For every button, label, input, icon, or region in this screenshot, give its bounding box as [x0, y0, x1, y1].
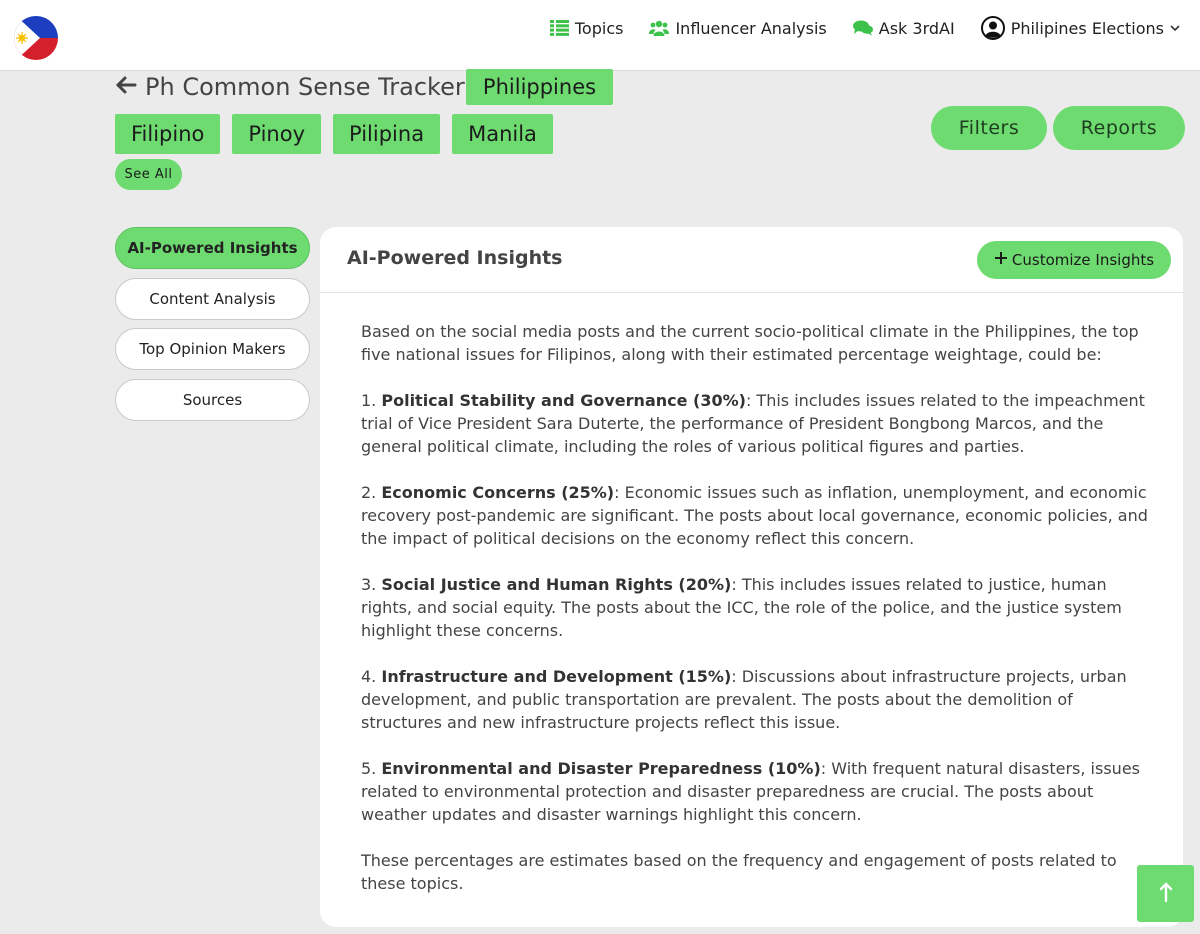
- issue-item: [361, 665, 1151, 734]
- philippines-flag-logo[interactable]: [14, 14, 58, 62]
- customize-insights-button[interactable]: [977, 241, 1171, 279]
- sidebar-item-sources[interactable]: Sources: [115, 379, 310, 421]
- issue-item: [361, 389, 1151, 458]
- issue-text: : With frequent natural disasters, issues related to environmental protection and disaster preparedness are crucial. The posts about weather updates and disaster warnings highlight this concern.: [361, 759, 1140, 824]
- keyword-tag: Manila: [452, 114, 553, 154]
- country-tag: Philippines: [466, 69, 613, 105]
- filters-button[interactable]: Filters: [931, 106, 1047, 150]
- issue-text: : Economic issues such as inflation, unemployment, and economic recovery post-pandemic are significant. The posts about local governance, economic policies, and the impact of political decisions on the economy reflect this concern.: [361, 483, 1148, 548]
- outro-paragraph: These percentages are estimates based on the frequency and engagement of posts related to these topics.: [361, 851, 1117, 893]
- issue-title: Social Justice and Human Rights (20%): [381, 575, 732, 594]
- see-all-button[interactable]: See All: [115, 159, 182, 190]
- insights-card: [320, 227, 1183, 927]
- sidebar-item-ai-insights[interactable]: AI-Powered Insights: [115, 227, 310, 269]
- keyword-tag: Pilipina: [333, 114, 440, 154]
- arrow-up-icon: [1159, 881, 1173, 907]
- sidebar-item-content-analysis[interactable]: Content Analysis: [115, 278, 310, 320]
- users-icon: [649, 20, 669, 36]
- sidebar-item-top-opinion-makers[interactable]: Top Opinion Makers: [115, 328, 310, 370]
- issue-number: 2.: [361, 483, 377, 502]
- account-menu[interactable]: [981, 16, 1180, 40]
- issue-number: 3.: [361, 575, 377, 594]
- intro-paragraph: Based on the social media posts and the current socio-political climate in the Philippines, the top five national issues for Filipinos, along with their estimated percentage weightage, could be:: [361, 322, 1139, 364]
- nav-topics[interactable]: [550, 19, 624, 38]
- issue-item: [361, 573, 1151, 642]
- card-header: [320, 227, 1183, 293]
- nav-ask-label: Ask 3rdAI: [878, 18, 955, 38]
- account-label: Philipines Elections: [1010, 18, 1164, 38]
- issue-title: Environmental and Disaster Preparedness (10%): [381, 759, 821, 778]
- scroll-to-top-button[interactable]: [1137, 865, 1194, 922]
- nav-topics-label: Topics: [574, 18, 624, 38]
- issue-number: 1.: [361, 391, 377, 410]
- issue-title: Economic Concerns (25%): [381, 483, 615, 502]
- issue-item: [361, 481, 1151, 550]
- keyword-tags: [115, 114, 553, 154]
- issue-item: [361, 757, 1151, 826]
- arrow-left-icon[interactable]: [115, 73, 137, 101]
- nav-influencer-analysis[interactable]: [649, 19, 826, 38]
- page-header: [115, 70, 465, 104]
- chat-icon: [853, 20, 873, 36]
- card-title: AI-Powered Insights: [347, 247, 563, 269]
- keyword-tag: Filipino: [115, 114, 220, 154]
- issue-title: Infrastructure and Development (15%): [381, 667, 732, 686]
- issue-title: Political Stability and Governance (30%): [381, 391, 746, 410]
- customize-insights-label: Customize Insights: [1011, 251, 1155, 269]
- issue-text: : This includes issues related to justice, human rights, and social equity. The posts about the ICC, the role of the police, and the justice system highlight these concerns.: [361, 575, 1122, 640]
- page-title: Ph Common Sense Tracker: [145, 73, 465, 101]
- user-circle-icon: [981, 16, 1005, 40]
- issue-number: 5.: [361, 759, 377, 778]
- nav-influencer-label: Influencer Analysis: [675, 18, 827, 38]
- reports-button[interactable]: Reports: [1053, 106, 1185, 150]
- top-navbar: [0, 0, 1200, 71]
- list-icon: [550, 20, 569, 36]
- plus-icon: [994, 251, 1008, 269]
- chevron-down-icon: [1170, 24, 1180, 32]
- issue-text: : This includes issues related to the impeachment trial of Vice President Sara Duterte, the performance of President Bongbong Marcos, and the general political climate, including the roles of various political figures and parties.: [361, 391, 1145, 456]
- nav-ask-3rdai[interactable]: [853, 19, 955, 38]
- insights-text: [361, 320, 1151, 918]
- issue-number: 4.: [361, 667, 377, 686]
- keyword-tag: Pinoy: [232, 114, 321, 154]
- main-nav: [550, 15, 1180, 41]
- issue-text: : Discussions about infrastructure projects, urban development, and public transportation are prevalent. The posts about the demolition of structures and new infrastructure projects reflect this issue.: [361, 667, 1127, 732]
